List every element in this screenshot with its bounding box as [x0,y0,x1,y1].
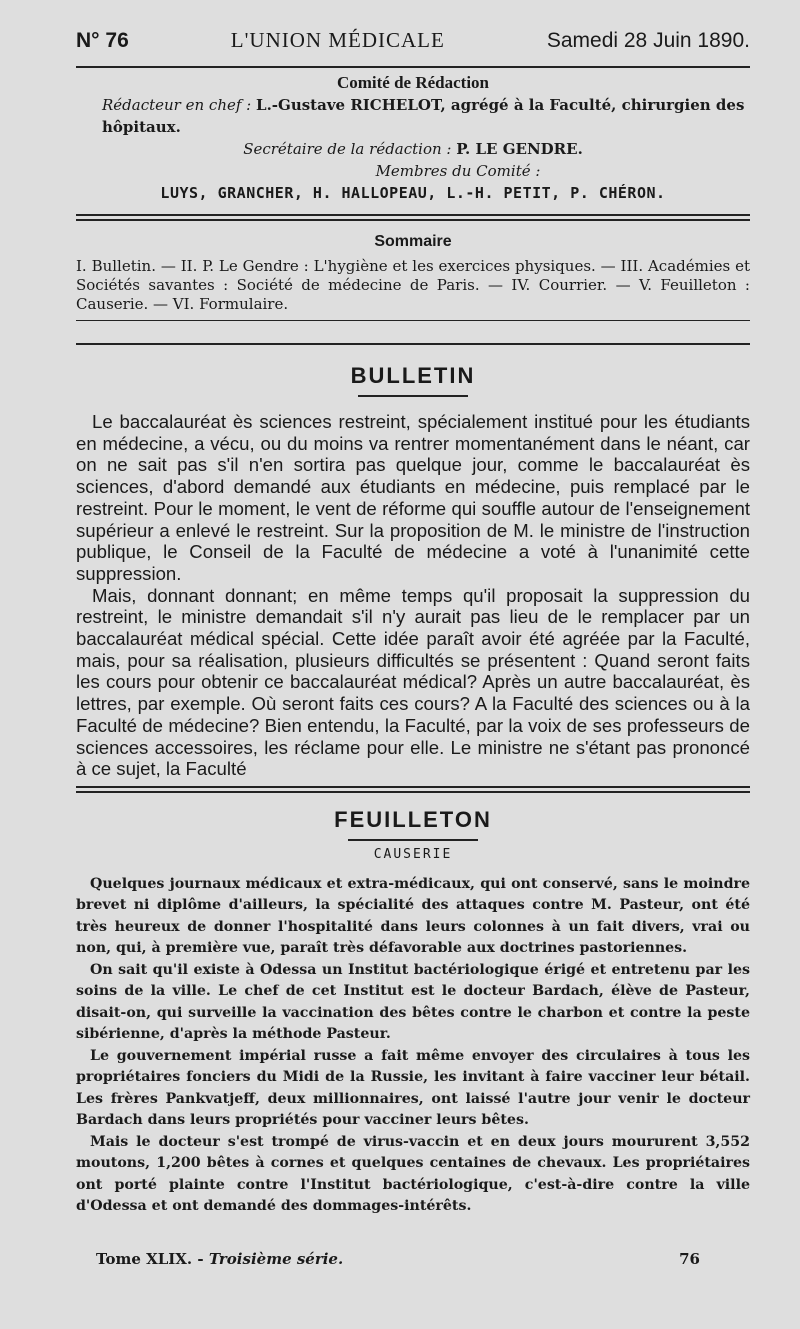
header-rule [76,66,750,68]
feuilleton-title-text: FEUILLETON [334,806,492,832]
bulletin-paragraph-1: Le baccalauréat ès sciences restreint, spécialement institué pour les étudiants en médecine, a vécu, ou du moins va rentrer momentanément dans le néant, car on ne sait pas s'il n'en sortira pas quelque jour, comme le baccalauréat ès sciences, d'abord demandé aux étudiants en médecine, puis remplacé par le restreint. Pour le moment, le vent de réforme qui souffle autour de l'enseignement supérieur a enlevé le restreint. Sur la proposition de M. le ministre de l'instruction publique, le Conseil de la Faculté de médecine a voté à l'unanimité cette suppression. [76,411,750,584]
feuilleton-paragraph-2: On sait qu'il existe à Odessa un Institut bactériologique érigé et entretenu par les soins de la ville. Le chef de cet Institut est le docteur Bardach, élève de Pasteur, disait-on, qui surveille la vaccination des bêtes contre le charbon et contre la peste sibérienne, d'après la méthode Pasteur. [76,961,750,1043]
members-names: LUYS, GRANCHER, H. HALLOPEAU, L.-H. PETIT, P. CHÉRON. [160,184,666,202]
feuilleton-body [76,874,750,1218]
feuilleton-paragraph-4: Mais le docteur s'est trompé de virus-vaccin et en deux jours moururent 3,552 moutons, 1,200 bêtes à cornes et quelques centaines de chevaux. Les propriétaires ont porté plainte contre l'Institut bactériologique, c'est-à-dire contre la ville d'Odessa et ont demandé des dommages-intérêts. [76,1133,750,1215]
page-number: 76 [679,1250,700,1268]
feuilleton-title [76,807,750,837]
feuilleton-top-rule [76,786,750,793]
chief-name: L.-Gustave RICHELOT, agrégé à la Faculté, chirurgien des hôpitaux. [102,96,745,136]
chief-editor-line [76,94,750,138]
bulletin-top-rule [76,343,750,345]
issue-date: Samedi 28 Juin 1890. [546,29,750,52]
secretary-name: P. LE GENDRE. [456,140,583,158]
feuilleton-title-underline [348,839,478,841]
sommaire-title: Sommaire [374,233,452,250]
bulletin-title-text: BULLETIN [350,363,476,388]
sommaire-bottom-rule [76,320,750,321]
page-header [76,28,750,62]
bulletin-title-underline [358,395,468,397]
causerie-subtitle: CAUSERIE [373,846,453,862]
members-label: Membres du Comité : [375,162,541,180]
feuilleton-paragraph-1: Quelques journaux médicaux et extra-médicaux, qui ont conservé, sans le moindre brevet ni diplôme d'ailleurs, la spécialité des attaques contre M. Pasteur, ont été très heureux de donner l'hospitalité dans leurs colonnes à un fait divers, vrai ou non, qui, à première vue, paraît très défavorable aux doctrines pastoriennes. [76,875,750,957]
series-label: Troisième série. [208,1250,344,1268]
bulletin-paragraph-2: Mais, donnant donnant; en même temps qu'il proposait la suppression du restreint, le ministre demandait s'il n'y aurait pas lieu de le remplacer par un baccalauréat médical spécial. Cette idée paraît avoir été agréée par la Faculté, mais, pour sa réalisation, plusieurs difficultés se présentent : Quand seront faits les cours pour obtenir ce baccalauréat médical? Après un autre baccalauréat, ès lettres, par exemple. Où seront faits ces cours? A la Faculté des sciences ou à la Faculté de médecine? Bien entendu, la Faculté, par la voix de ses professeurs de sciences accessoires, les réclame pour elle. Le ministre ne s'étant pas prononcé à ce sujet, la Faculté [76,584,750,780]
page-footer [96,1250,700,1268]
secretary-label: Secrétaire de la rédaction : [243,140,452,158]
sommaire-top-rule [76,214,750,221]
committee-title: Comité de Rédaction [336,73,490,92]
secretary-line [76,138,750,160]
feuilleton-paragraph-3: Le gouvernement impérial russe a fait même envoyer des circulaires à tous les propriétaires fonciers du Midi de la Russie, les invitant à faire vacciner leur bétail. Les frères Pankvatjeff, deux millionnaires, ont laissé l'autre jour venir le docteur Bardach dans leurs propriétés pour vacciner leurs bêtes. [76,1047,750,1129]
tome-label: Tome XLIX. - [96,1250,204,1268]
tome-info [96,1250,343,1268]
journal-title: L'UNION MÉDICALE [230,28,445,52]
bulletin-title [76,363,750,393]
issue-number: N° 76 [76,29,129,52]
sommaire-text: I. Bulletin. — II. P. Le Gendre : L'hygiène et les exercices physiques. — III. Académies et Sociétés savantes : Société de médecine de Paris. — IV. Courrier. — V. Feuilleton : Causerie. — VI. Formulaire. [76,257,750,313]
chief-label: Rédacteur en chef : [102,96,252,114]
committee-block [76,72,750,204]
bulletin-body [76,411,750,780]
